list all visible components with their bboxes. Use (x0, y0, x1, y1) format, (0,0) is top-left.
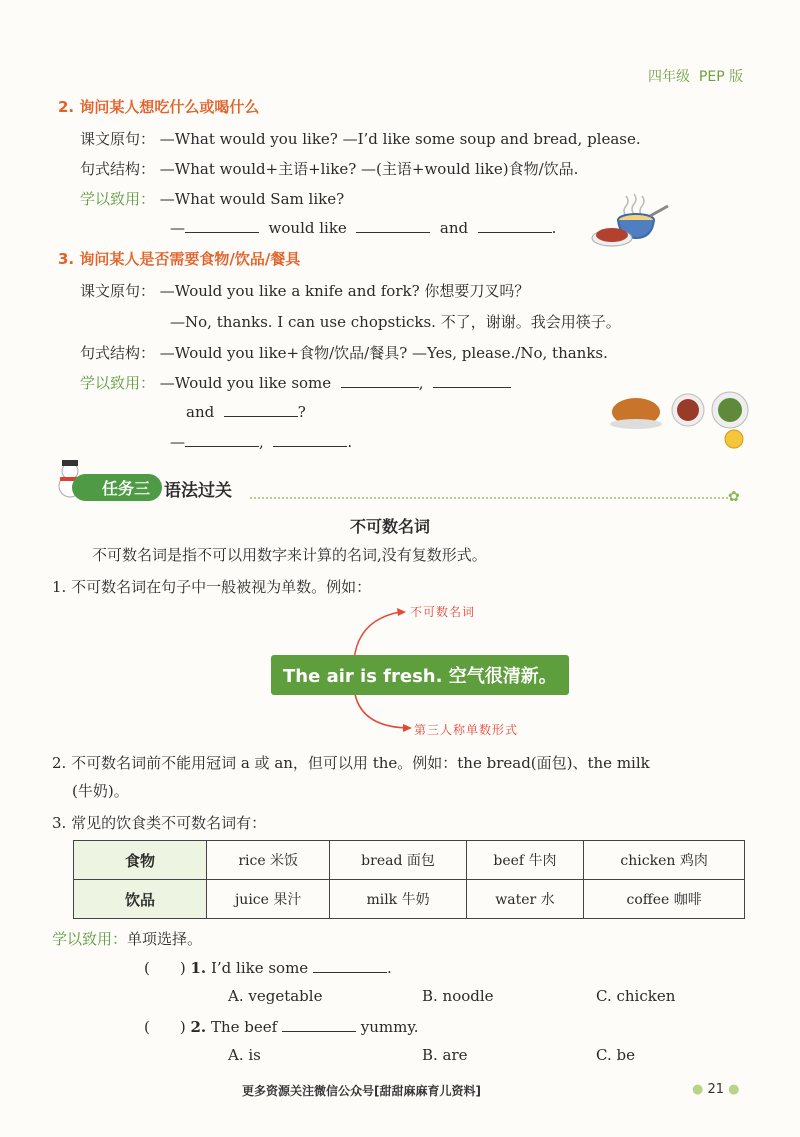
grammar-point3: 3. 常见的饮食类不可数名词有： (52, 814, 267, 832)
practice-label: 学以致用： (80, 190, 156, 208)
original-label: 课文原句： (80, 130, 156, 148)
question-2: ( ) 2. The beef yummy. (144, 1018, 419, 1036)
footer-text: 更多资源关注微信公众号[甜甜麻麻育儿资料] (242, 1084, 481, 1098)
divider (250, 497, 728, 499)
grammar-heading: 不可数名词 (350, 517, 431, 536)
header-grade: 四年级 PEP 版 (648, 69, 744, 85)
answer-blank[interactable] (224, 402, 298, 417)
answer-blank[interactable] (356, 218, 430, 233)
section2-original-row (80, 128, 641, 149)
uncountable-table (73, 840, 745, 919)
section3-original-row2: —No, thanks. I can use chopsticks. 不了，谢谢。我会用筷子。 (170, 313, 621, 331)
answer-blank[interactable] (185, 432, 259, 447)
table-row: 饮品 juice 果汁 milk 牛奶 water 水 coffee 咖啡 (74, 880, 745, 919)
task-title: 语法过关 (164, 481, 232, 501)
exercise-header: 学以致用：单项选择。 (52, 930, 203, 948)
section2-structure-row (80, 158, 578, 179)
section3-structure-row: 句式结构： —Would you like+食物/饮品/餐具? —Yes, please./No, thanks. (80, 344, 608, 362)
structure-label: 句式结构： (80, 160, 156, 178)
example-box: The air is fresh. 空气很清新。 (271, 655, 569, 695)
structure-text: —What would+主语+like? —(主语+would like)食物/饮品. (159, 160, 579, 178)
question-1: ( ) 1. I’d like some . (144, 959, 392, 977)
answer-blank[interactable] (282, 1017, 356, 1032)
structure-text: —Would you like+食物/饮品/餐具? —Yes, please./No, thanks. (159, 344, 608, 362)
answer-blank[interactable] (478, 218, 552, 233)
page-number: ● 21 ● (692, 1082, 740, 1097)
practice-question: —What would Sam like? (159, 190, 345, 208)
grammar-intro: 不可数名词是指不可以用数字来计算的名词,没有复数形式。 (92, 546, 487, 564)
grammar-point2-cont: (牛奶)。 (72, 782, 129, 800)
q1-option-b[interactable]: B. noodle (422, 987, 494, 1005)
answer-blank[interactable] (273, 432, 347, 447)
section3-title: 3. 询问某人是否需要食物/饮品/餐具 (58, 250, 301, 268)
answer-blank[interactable] (341, 373, 419, 388)
food-illustration (608, 382, 758, 452)
section2-practice-row (80, 188, 344, 209)
q1-option-a[interactable]: A. vegetable (228, 987, 323, 1005)
original-text: —What would you like? —I’d like some soup and bread, please. (159, 130, 641, 148)
q2-option-b[interactable]: B. are (422, 1046, 468, 1064)
section3-answer-row: — , . (170, 433, 353, 451)
section2-answer-row: — would like and . (170, 219, 557, 237)
note-uncountable: 不可数名词 (410, 605, 476, 619)
section3-practice-row2: and ? (186, 403, 306, 421)
answer-blank[interactable] (185, 218, 259, 233)
q2-option-c[interactable]: C. be (596, 1046, 635, 1064)
section3-practice-row: 学以致用： —Would you like some , (80, 372, 511, 393)
answer-blank[interactable] (313, 958, 387, 973)
grammar-point2: 2. 不可数名词前不能用冠词 a 或 an，但可以用 the。例如：the bread(面包)、the milk (52, 754, 650, 772)
flower-icon: ✿ (728, 489, 740, 505)
q1-option-c[interactable]: C. chicken (596, 987, 676, 1005)
section3-original-row1: 课文原句： —Would you like a knife and fork? 你想要刀叉吗？ (80, 282, 530, 300)
answer-blank[interactable] (433, 373, 511, 388)
answer-paren[interactable]: ( ) (144, 1018, 186, 1036)
table-row: 食物 rice 米饭 bread 面包 beef 牛肉 chicken 鸡肉 (74, 841, 745, 880)
original-text: —Would you like a knife and fork? 你想要刀叉吗？ (159, 282, 530, 300)
section2-title: 2. 询问某人想吃什么或喝什么 (58, 98, 260, 116)
grammar-point1: 1. 不可数名词在句子中一般被视为单数。例如： (52, 578, 372, 596)
task-banner: 任务三 (72, 474, 162, 501)
answer-paren[interactable]: ( ) (144, 959, 186, 977)
soup-steak-illustration (588, 190, 678, 250)
note-third-person: 第三人称单数形式 (414, 723, 519, 737)
q2-option-a[interactable]: A. is (228, 1046, 261, 1064)
